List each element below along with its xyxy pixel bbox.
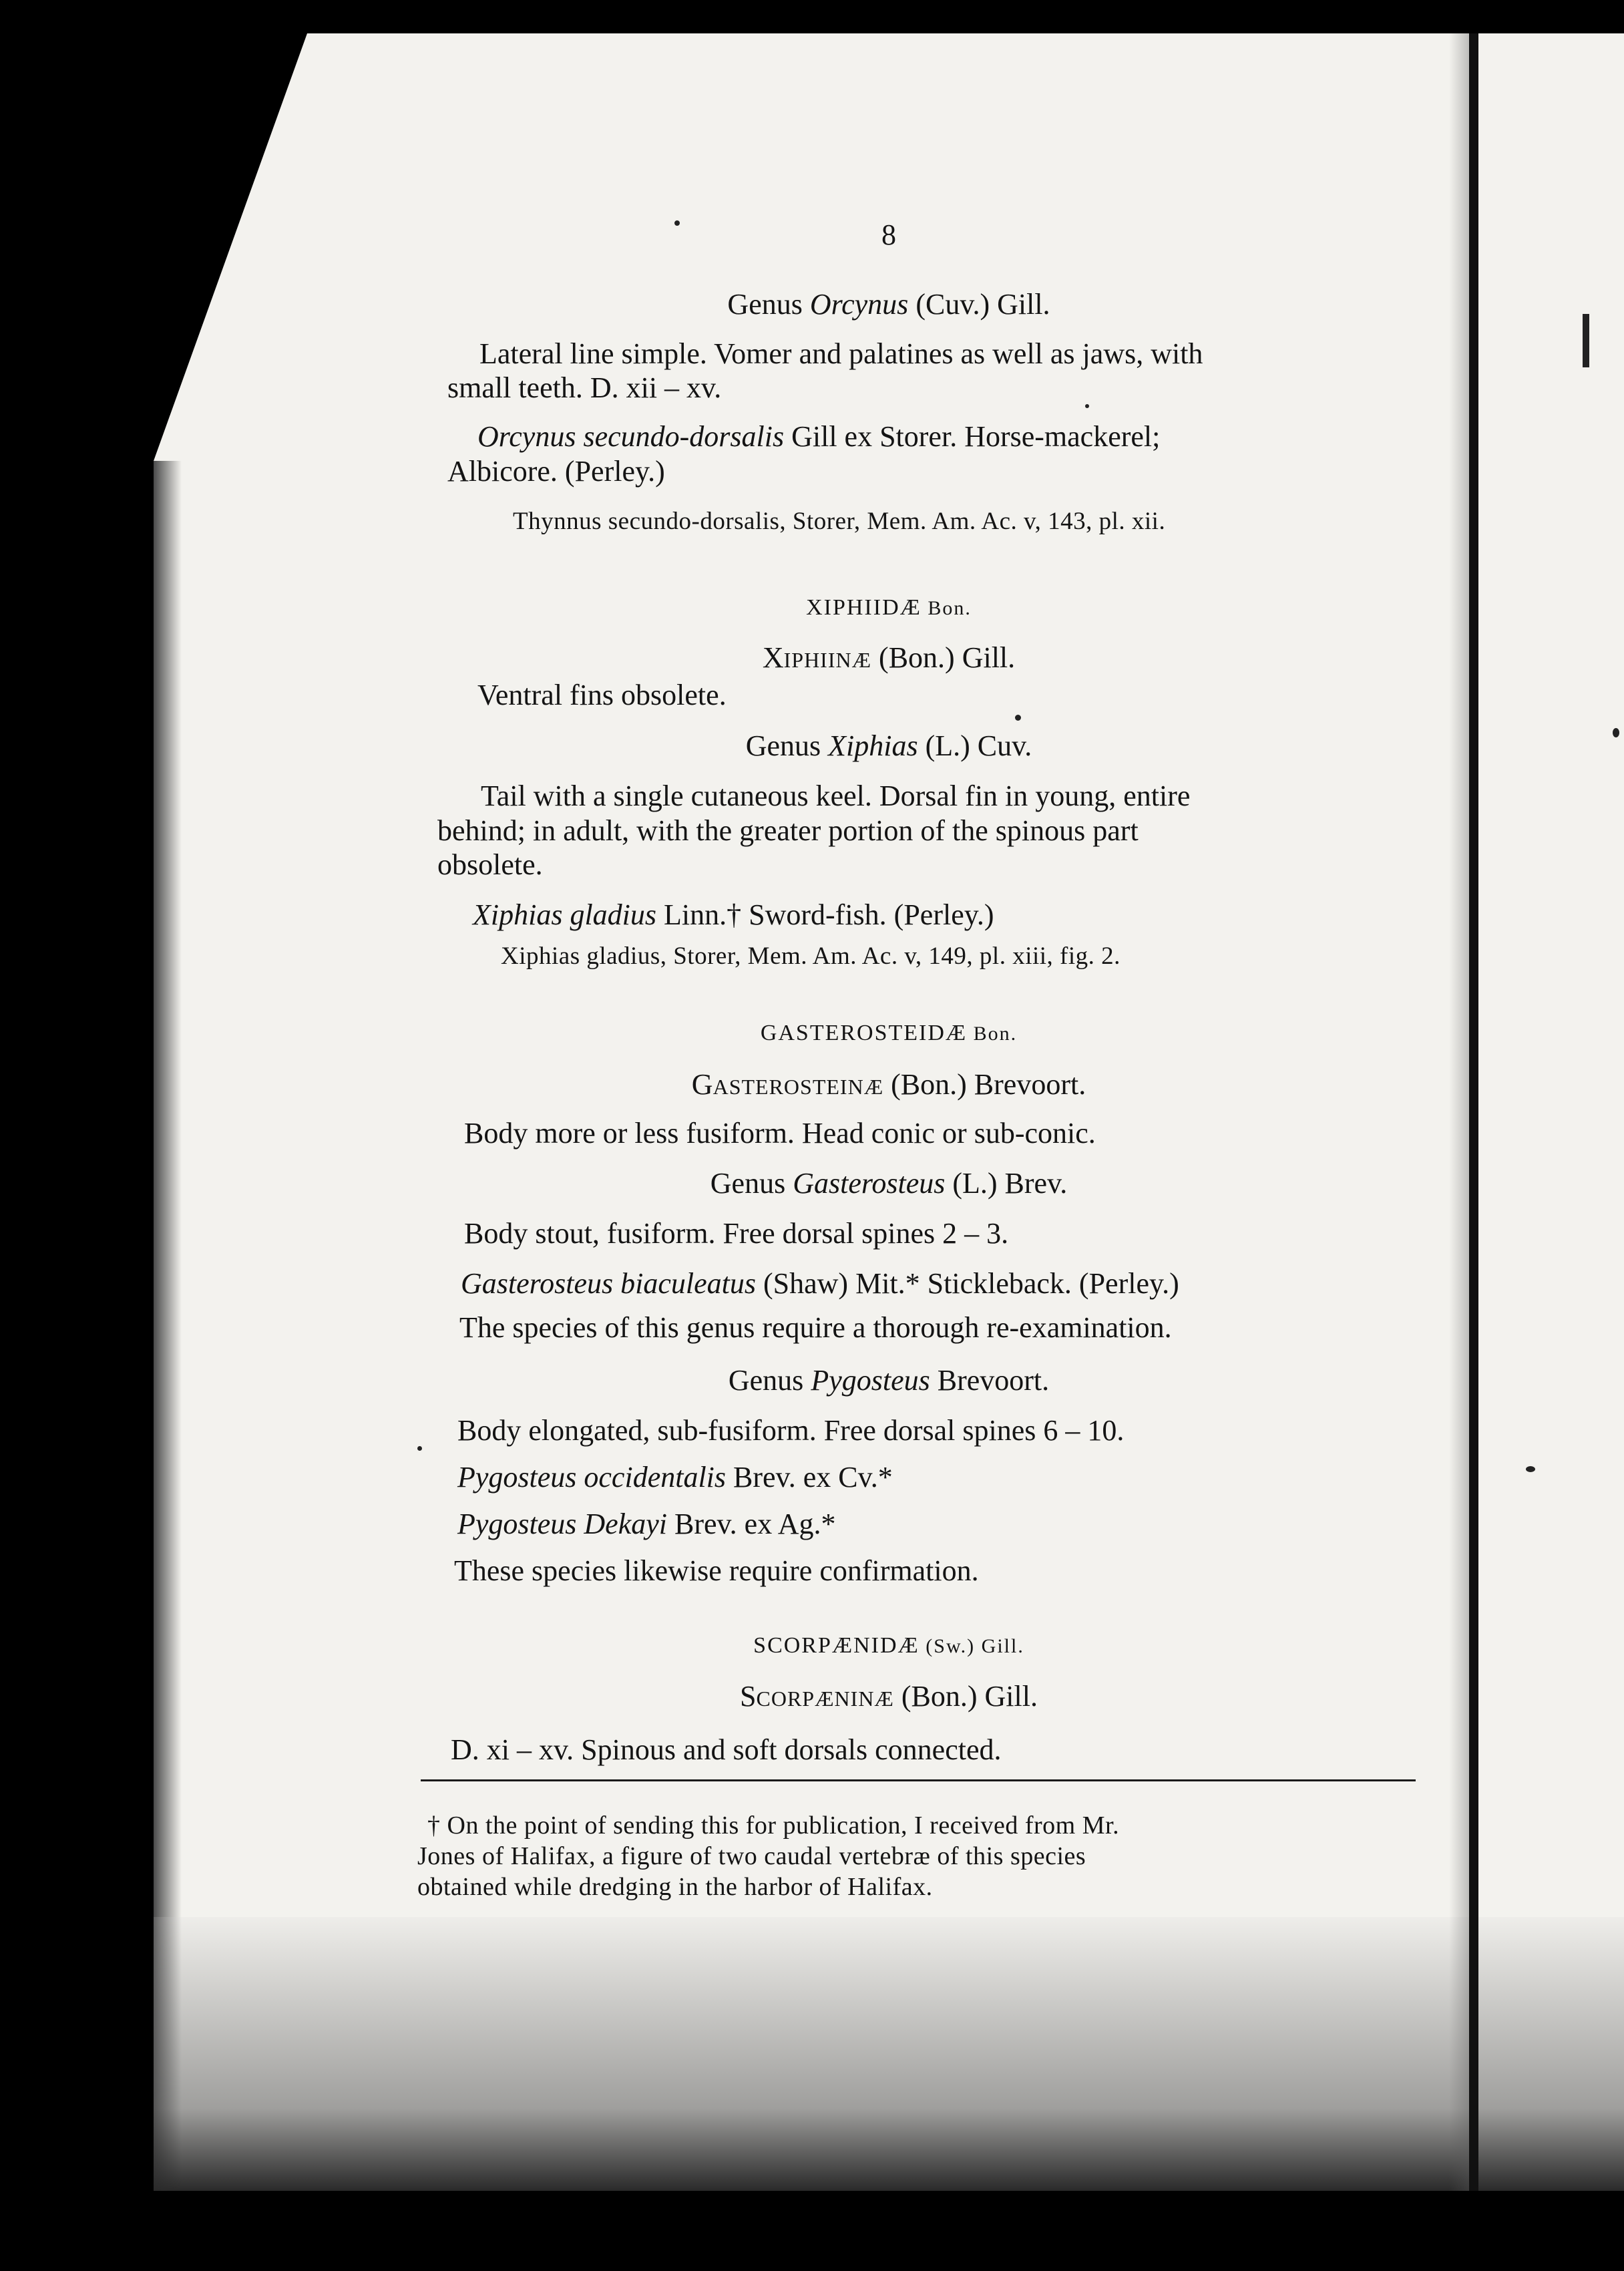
- species-authority: Gill ex Storer. Horse-mackerel;: [784, 420, 1161, 453]
- bottom-scan-shadow: [154, 1917, 1624, 2191]
- species-name: Pygosteus Dekayi: [457, 1508, 667, 1540]
- genus-author: (L.) Brev.: [945, 1167, 1068, 1200]
- scorpaeninae-description: D. xi – xv. Spinous and soft dorsals connected.: [451, 1733, 1002, 1766]
- gasterosteinae-description: Body more or less fusiform. Head conic or sub-conic.: [464, 1117, 1096, 1150]
- subfamily-name: IPHIINÆ: [783, 648, 872, 672]
- xiphias-description-line1: Tail with a single cutaneous keel. Dorsal fin in young, entire: [481, 779, 1191, 812]
- genus-heading-gasterosteus: [154, 1169, 1624, 1198]
- book-page: [154, 33, 1624, 2191]
- species-authority: Brev. ex Ag.*: [667, 1508, 836, 1540]
- pygosteus-species-2: [457, 1510, 836, 1539]
- genus-label: Genus: [728, 1364, 811, 1397]
- subfamily-initial: X: [762, 641, 784, 674]
- genus-label: Genus: [745, 729, 829, 762]
- xiphiinae-description: Ventral fins obsolete.: [477, 679, 727, 711]
- orcynus-description-line2: small teeth. D. xii – xv.: [447, 371, 722, 404]
- orcynus-species-line2: Albicore. (Perley.): [447, 455, 665, 488]
- genus-name: Pygosteus: [811, 1364, 930, 1397]
- pygosteus-species-1: [457, 1463, 893, 1492]
- gasterosteus-description: Body stout, fusiform. Free dorsal spines 2 – 3.: [464, 1217, 1009, 1250]
- gasterosteus-note: The species of this genus require a thorough re-examination.: [459, 1311, 1172, 1344]
- family-heading-scorpaenidae: [154, 1634, 1624, 1657]
- genus-name: Xiphias: [828, 729, 918, 762]
- subfamily-name: ASTEROSTEINÆ: [713, 1075, 884, 1099]
- species-authority: Brev. ex Cv.*: [726, 1461, 893, 1494]
- gutter-shade: [1449, 33, 1469, 2191]
- family-name: SCORPÆNIDÆ: [753, 1633, 920, 1658]
- xiphias-description-line2: behind; in adult, with the greater portion of the spinous part: [437, 814, 1139, 847]
- footnote-rule: [421, 1779, 1416, 1781]
- genus-heading-xiphias: [154, 731, 1624, 761]
- species-name: Gasterosteus biaculeatus: [461, 1267, 756, 1300]
- genus-label: Genus: [710, 1167, 793, 1200]
- subfamily-heading-scorpaeninae: [154, 1682, 1624, 1711]
- genus-author: Brevoort.: [930, 1364, 1050, 1397]
- family-name: XIPHIIDÆ: [806, 595, 922, 620]
- gasterosteus-species: [461, 1269, 1179, 1298]
- genus-heading-orcynus: [154, 290, 1624, 319]
- scan-speck: [1085, 404, 1089, 408]
- family-heading-xiphiidae: [154, 596, 1624, 619]
- genus-author: (L.) Cuv.: [918, 729, 1032, 762]
- species-name: Xiphias gladius: [473, 898, 657, 931]
- family-author: Bon.: [967, 1023, 1018, 1045]
- species-name: Orcynus secundo-dorsalis: [477, 420, 785, 453]
- family-name: GASTEROSTEIDÆ: [760, 1021, 968, 1045]
- subfamily-initial: S: [740, 1680, 757, 1713]
- orcynus-species: [477, 422, 1160, 452]
- subfamily-author: (Bon.) Gill.: [871, 641, 1016, 674]
- scan-speck: [1015, 715, 1021, 721]
- xiphias-species: [473, 900, 994, 930]
- footnote-line1: † On the point of sending this for publication, I received from Mr.: [427, 1811, 1120, 1840]
- scan-speck: [1526, 1466, 1535, 1472]
- orcynus-reference: Thynnus secundo-dorsalis, Storer, Mem. Am. Ac. v, 143, pl. xii.: [513, 508, 1166, 535]
- subfamily-author: (Bon.) Brevoort.: [883, 1068, 1086, 1101]
- family-author: (Sw.) Gill.: [919, 1635, 1024, 1657]
- family-author: Bon.: [921, 597, 972, 619]
- family-heading-gasterosteidae: [154, 1022, 1624, 1045]
- genus-label: Genus: [727, 288, 810, 321]
- xiphias-reference: Xiphias gladius, Storer, Mem. Am. Ac. v, 149, pl. xiii, fig. 2.: [501, 942, 1121, 970]
- genus-name: Orcynus: [809, 288, 909, 321]
- book-gutter: [1469, 33, 1478, 2191]
- genus-heading-pygosteus: [154, 1366, 1624, 1395]
- species-authority: (Shaw) Mit.* Stickleback. (Perley.): [756, 1267, 1179, 1300]
- pygosteus-description: Body elongated, sub-fusiform. Free dorsal spines 6 – 10.: [457, 1414, 1125, 1447]
- scan-speck: [417, 1446, 422, 1451]
- subfamily-heading-gasterosteinae: [154, 1070, 1624, 1099]
- genus-name: Gasterosteus: [793, 1167, 946, 1200]
- xiphias-description-line3: obsolete.: [437, 848, 543, 881]
- genus-author: (Cuv.) Gill.: [908, 288, 1050, 321]
- footnote-line3: obtained while dredging in the harbor of Halifax.: [417, 1873, 933, 1901]
- species-authority: Linn.† Sword-fish. (Perley.): [656, 898, 994, 931]
- facing-page-mark: [1583, 314, 1589, 367]
- pygosteus-note: These species likewise require confirmation.: [454, 1554, 979, 1587]
- orcynus-description-line1: Lateral line simple. Vomer and palatines as well as jaws, with: [479, 337, 1203, 370]
- species-name: Pygosteus occidentalis: [457, 1461, 727, 1494]
- subfamily-heading-xiphiinae: [154, 643, 1624, 673]
- footnote-line2: Jones of Halifax, a figure of two caudal vertebræ of this species: [417, 1842, 1086, 1870]
- subfamily-name: CORPÆNINÆ: [756, 1687, 894, 1711]
- subfamily-initial: G: [691, 1068, 713, 1101]
- page-number: 8: [881, 218, 896, 251]
- subfamily-author: (Bon.) Gill.: [893, 1680, 1038, 1713]
